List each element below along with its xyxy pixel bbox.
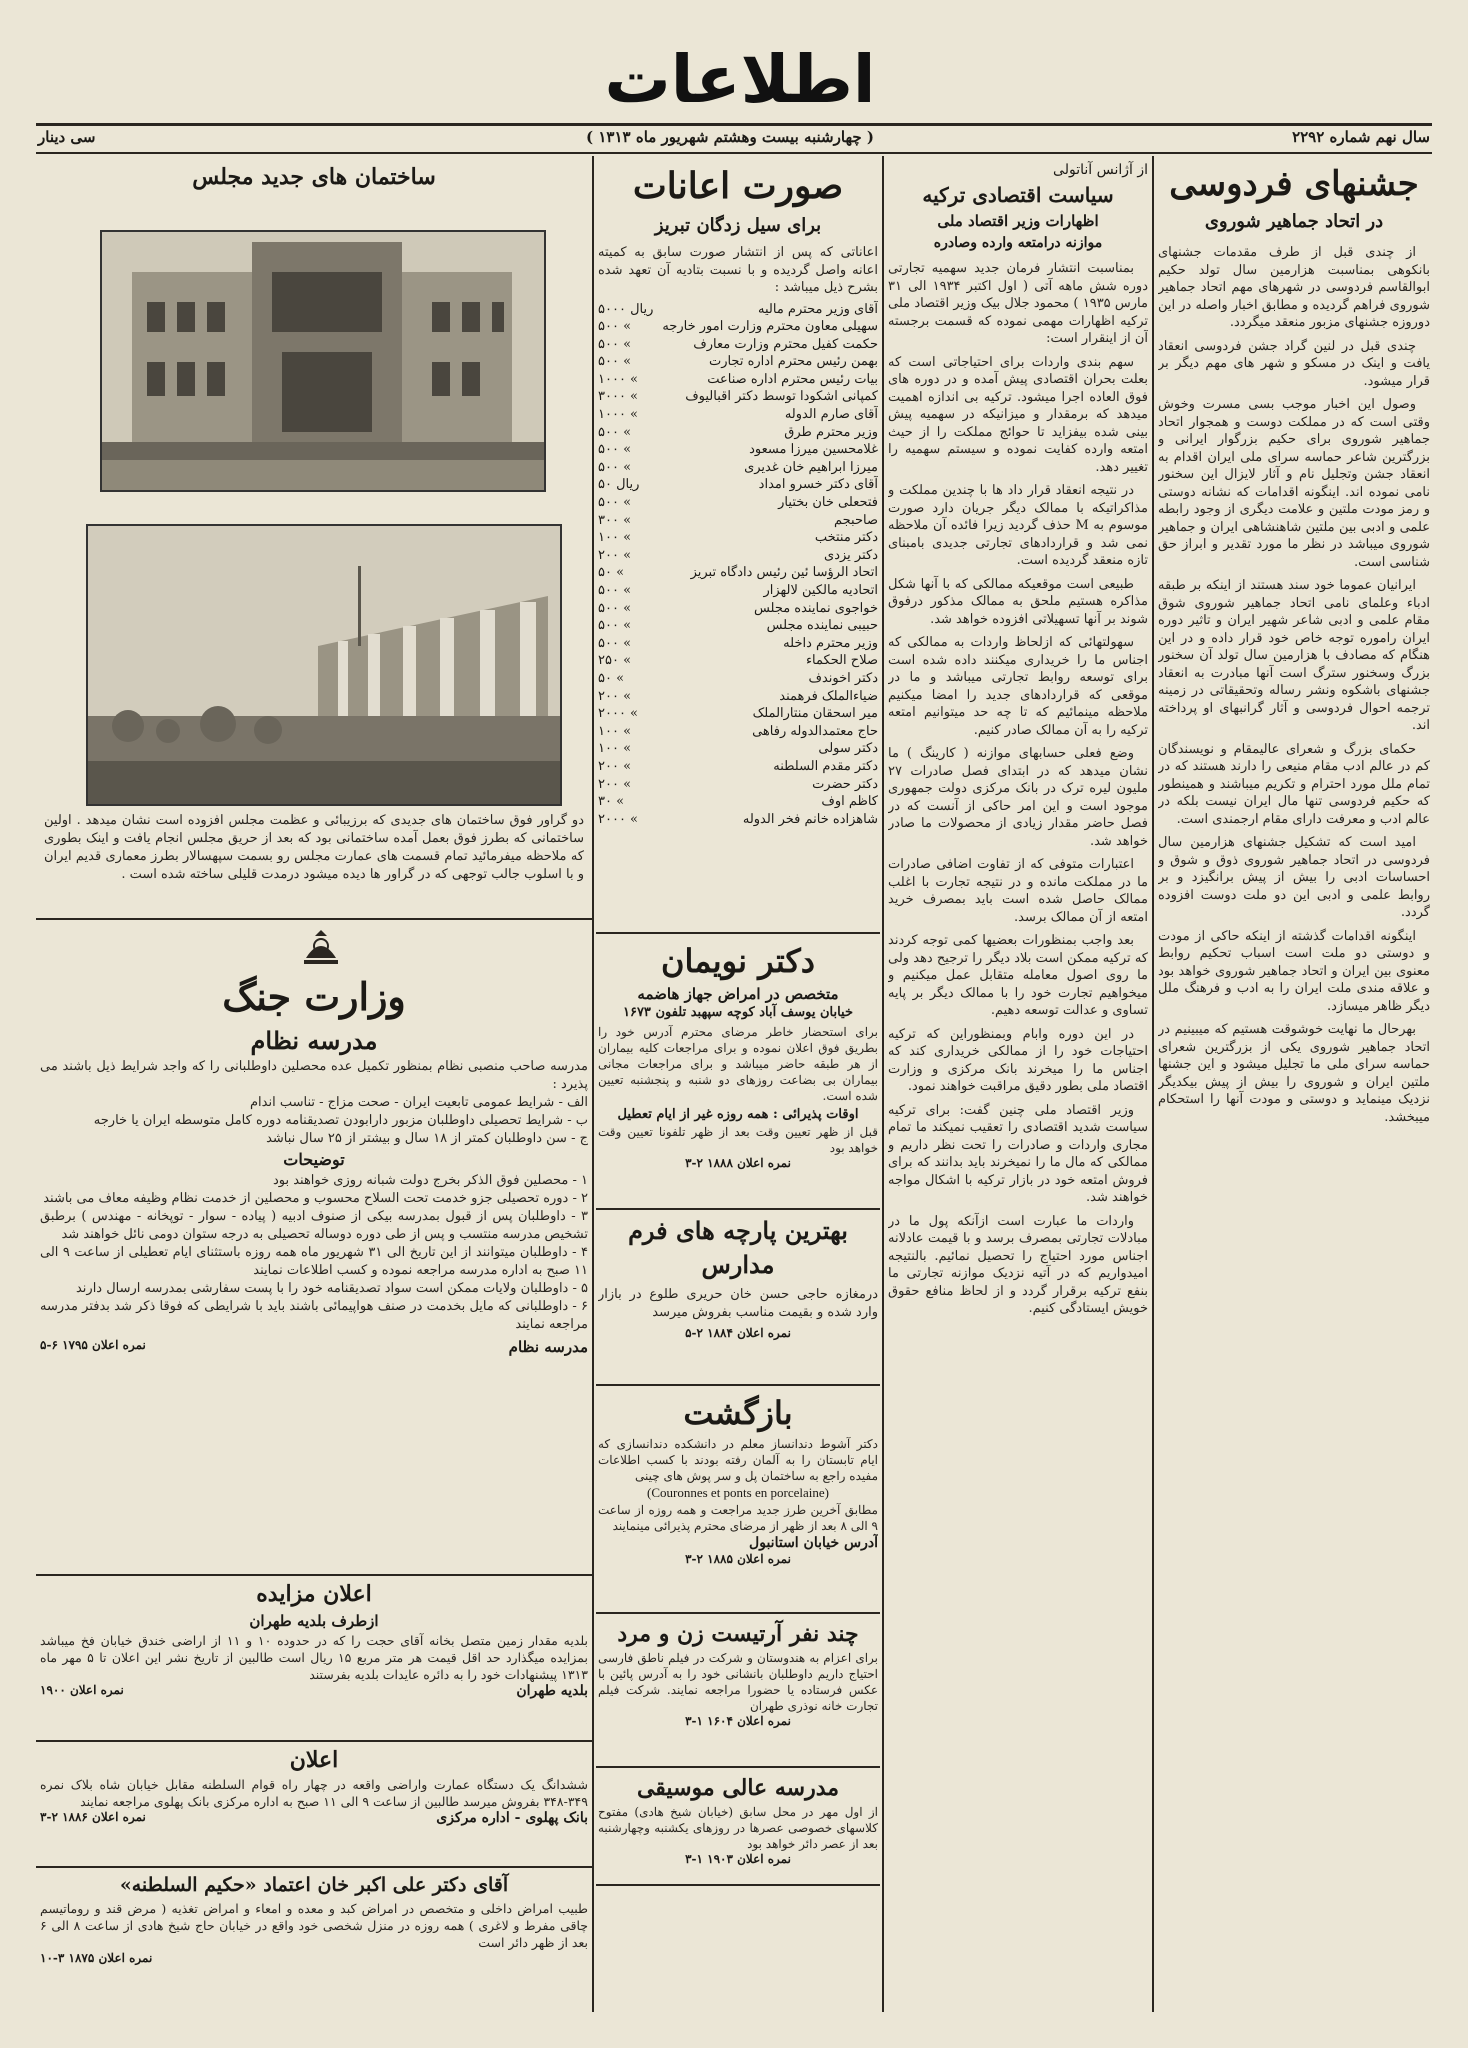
donation-row	[598, 353, 878, 371]
donation-amount: ۵۰۰ «	[598, 442, 632, 458]
rule-after-war	[36, 1574, 592, 1576]
rule-after-fabric	[596, 1384, 880, 1386]
donation-row	[598, 512, 878, 530]
artists-title: چند نفر آرتیست زن و مرد	[617, 1621, 859, 1647]
donation-amount: ۲۰۰۰ «	[598, 811, 639, 827]
masthead-rule-bottom	[36, 152, 1432, 154]
donation-amount: ۵۰۰ «	[598, 495, 632, 511]
turkey-paragraph: سهولتهائی که ازلحاظ واردات به ممالکی که اجناس ما را خریداری میکنند داده شده است برای توسعه روابط تجارتی میباشد و ما در موقعی که قراردادهای جدید را امضا میکنیم ملاحظه مینمائیم که تا چه حد میتوانیم امتعه ترکیه را به آن ممالک صادر کنیم.	[888, 635, 1148, 738]
donation-amount: ۲۰۰ «	[598, 776, 632, 792]
rule-after-auction	[36, 1740, 592, 1742]
neyman-body: برای استحضار خاطر مرضای محترم آدرس خود را بطریق فوق اعلان نموده و برای مراجعات کلیه بیماران از هر طبقه حاضر میباشد و برای مراجعات مجانی بیماران بی بضاعت روزهای دو شنبه و پنجشنبه تعیین شده است.	[598, 1025, 878, 1103]
donor-name: فتحعلی خان بختیار	[778, 495, 878, 511]
donation-amount: ۵۰۰ «	[598, 459, 632, 475]
music-body: از اول مهر در محل سابق (خیابان شیخ هادی) مفتوح کلاسهای خصوصی عصرها در روزهای یکشنبه وچهارشنبه بعد از عصر دائر خواهد بود	[598, 1805, 878, 1851]
issue-price: سی دینار	[38, 128, 96, 146]
war-note: ۴ - داوطلبان میتوانند از این تاریخ الی ۳۱ شهریور ماه همه روزه باستثنای ایام تعطیلی از ساعت ۹ الی ۱۱ صبح به اداره مدرسه مراجعه نموده و کسب اطلاعات نمایند	[40, 1245, 588, 1278]
donation-row	[598, 318, 878, 336]
donor-name: دکتر حضرت	[812, 776, 878, 792]
return-body-2: مطابق آخرین طرز جدید مراجعت و همه روزه از ساعت ۹ الی ۸ بعد از ظهر از مرضای محترم پذیرائی مینمایند	[598, 1503, 878, 1533]
sale-notice	[40, 1744, 588, 1864]
return-latin: (Couronnes et ponts en porcelaine)	[647, 1485, 829, 1500]
war-condition: ج - سن داوطلبان کمتر از ۱۸ سال و بیشتر از ۲۵ سال نباشد	[266, 1131, 588, 1146]
ferdowsi-paragraph: چندی قبل در لنین گراد جشن فردوسی انعقاد یافت و اینک در مسکو و شهر های مهم دیگر بر قرار میشود.	[1158, 338, 1430, 389]
rule-after-donations	[596, 932, 880, 934]
article-ferdowsi	[1158, 160, 1430, 2010]
donation-amount: ۵۰۰ «	[598, 336, 632, 352]
neyman-hours: قبل از ظهر تعیین وقت بعد از ظهر تلفونا تعیین وقت خواهد بود	[598, 1125, 878, 1155]
donation-row	[598, 494, 878, 512]
donation-amount: ۱۰۰ «	[598, 530, 632, 546]
return-body: دکتر آشوط دندانساز معلم در دانشکده دندانسازی که ایام تابستان را به آلمان رفته بودند با کسب اطلاعات مفیده راجع به ساختمان پل و سر پوش های چینی	[598, 1437, 878, 1483]
fabric-title: بهترین پارچه های فرم مدارس	[628, 1216, 848, 1279]
donation-row	[598, 723, 878, 741]
ferdowsi-paragraph: امید است که تشکیل جشنهای هزارمین سال فردوسی در اتحاد جماهیر شوروی ذوق و شوق و احساسات ادبی را بیش از پیش برانگیزد و بر روابط علمی و ادبی این دو ملت دوست افزوده گردد.	[1158, 835, 1430, 920]
sale-signature: بانک پهلوی - اداره مرکزی	[436, 1810, 588, 1826]
ad-music	[598, 1772, 878, 1882]
sale-notice-number: نمره اعلان ۱۸۸۶ ۲-۳	[40, 1810, 146, 1824]
donation-amount: ۱۰۰ «	[598, 741, 632, 757]
doctor-hakim-ad	[40, 1870, 588, 2010]
turkey-paragraph: سهم بندی واردات برای احتیاجاتی است که بعلت بحران اقتصادی پیش آمده و در دوره های فوق العاده اجرا میشود. ترکیه بی اندازه اهمیت میدهد که برمقدار و میزانیکه در سهمیه پیش بینی شده بیفزاید تا حوائج مملکت را از حیث امتعه وارده کفایت نموده و سیستم سهمیه را تغییر دهد.	[888, 354, 1148, 475]
war-note: ۵ - داوطلبان ولایات ممکن است سواد تصدیقنامه خود را با پست سفارشی بمدرسه ارسال دارند	[75, 1281, 588, 1296]
war-note: ۲ - دوره تحصیلی جزو خدمت تحت السلاح محسوب و محصلین از خدمت نظام وظیفه معاف می باشند	[43, 1191, 588, 1206]
donations-intro: اعاناتی که پس از انتشار صورت سابق به کمیته اعانه واصل گردیده و با نسبت بتادیه آن تعهد شده بشرح ذیل میباشد :	[598, 245, 878, 295]
donation-amount: ۵۰۰ «	[598, 424, 632, 440]
auction-title: اعلان مزایده	[256, 1581, 372, 1607]
donation-amount: ۱۰۰۰ «	[598, 407, 639, 423]
ferdowsi-paragraph: بهرحال ما نهایت خوشوقت هستیم که میبینیم در اتحاد جماهیر شوروی یکی از بزرگترین شعرای حماسه سرای ملی ما تجلیل میشود و این جشنها ملتین ایران و شوروی را بیش از پیش بیکدیگر نزدیک مینماید و دوستی و مودت آنها را استحکام میبخشد.	[1158, 1022, 1430, 1125]
turkey-paragraph: واردات ما عبارت است ازآنکه پول ما در مبادلات تجارتی بمصرف برسد و با قیمت عادلانه اجناس مورد احتیاج را تحصیل نمائیم. بالنتیجه امیدواریم که در آتیه نزدیک موازنه تجارتی ما بنفع ترکیه برقرار گردد و از لحاظ منافع حقوق خویش ایستادگی کنیم.	[888, 1213, 1148, 1316]
ad-neyman	[598, 938, 878, 1206]
ferdowsi-paragraph: حکمای بزرگ و شعرای عالیمقام و نویسندگان کم در عالم ادب مقام منیعی را دارند هستند که در تمام ملل مورد احترام و تکریم میباشند و همینطور که حکیم فردوسی تنها مال ایران نیست بلکه در عالم ادب و معرفت دارای مقام ارجمندی است.	[1158, 741, 1430, 827]
donation-row	[598, 617, 878, 635]
donation-amount: ۵۰۰ «	[598, 354, 632, 370]
donation-row	[598, 529, 878, 547]
turkey-paragraph: بمناسبت انتشار فرمان جدید سهمیه تجارتی دوره شش ماهه آتی ( اول اکتبر ۱۹۳۴ الی ۳۱ مارس ۱۹۳۵ ) محمود جلال بیک وزیر اقتصاد ملی ترکیه اظهارات مهمی نموده که قسمت برجسته آن از اینقرار است:	[888, 261, 1148, 346]
donation-amount: ۲۰۰ «	[598, 758, 632, 774]
donor-name: میرزا ابراهیم خان غدیری	[744, 459, 878, 475]
donation-row	[598, 793, 878, 811]
turkey-body	[888, 260, 1148, 1318]
donation-row	[598, 459, 878, 477]
donation-row	[598, 301, 878, 319]
column-rule-1	[1152, 156, 1154, 2012]
donor-name: آقای دکتر خسرو امداد	[758, 477, 878, 493]
donation-row	[598, 670, 878, 688]
artists-notice: نمره اعلان ۱۶۰۴ ۱-۳	[685, 1714, 791, 1728]
donor-name: سهیلی معاون محترم وزارت امور خارجه	[662, 319, 878, 335]
donor-name: دکتر منتخب	[814, 530, 878, 546]
donation-amount: ۳۰۰۰ «	[598, 389, 639, 405]
donor-name: دکتر مقدم السلطنه	[773, 758, 878, 774]
column-rule-2	[882, 156, 884, 2012]
rule-after-sale	[36, 1866, 592, 1868]
donor-name: حکمت کفیل محترم وزارت معارف	[693, 336, 878, 352]
auction-body: بلدیه مقدار زمین متصل بخانه آقای حجت را که در حدوده ۱۰ و ۱۱ از اراضی خندق خیابان فخ میباشد بمزایده میگذارد حد اقل قیمت هر متر مربع ۱۵ ریال است طالبین از تاریخ نشر این اعلان تا ۵ مهر ماه ۱۳۱۳ پیشنهادات خود را به دائره عایدات بلدیه بفرستند	[40, 1633, 588, 1682]
donation-row	[598, 776, 878, 794]
masthead-title: اطلاعات	[604, 41, 876, 118]
turkey-sub1: اظهارات وزیر اقتصاد ملی	[937, 212, 1099, 230]
donation-amount: ۲۵۰ «	[598, 653, 632, 669]
hakim-notice: نمره اعلان ۱۸۷۵ ۳-۱۰	[40, 1951, 153, 1965]
majlis-photo-2	[86, 524, 562, 806]
return-notice: نمره اعلان ۱۸۸۵ ۲-۳	[685, 1552, 791, 1566]
donation-row	[598, 635, 878, 653]
neyman-title: دکتر نویمان	[660, 942, 816, 980]
donor-name: وزیر محترم طرق	[784, 424, 878, 440]
turkey-paragraph: اعتبارات متوفی که از تفاوت اضافی صادرات ما در مملکت مانده و در نتیجه تجارت با اغلب ممالک حاصل شده است باید بمصرف خرید امتعه از آن ممالک برسد.	[888, 857, 1148, 925]
rule-after-music	[596, 1884, 880, 1886]
war-intro: مدرسه صاحب منصبی نظام بمنظور تکمیل عده محصلین داوطلبانی را که واجد شرایط ذیل باشند می پذیرد :	[40, 1059, 588, 1092]
donor-name: آقای صارم الدوله	[784, 407, 878, 423]
hakim-title: آقای دکتر علی اکبر خان اعتماد «حکیم السلطنه»	[119, 1874, 509, 1896]
donation-amount: ۵۰۰ «	[598, 600, 632, 616]
auction-signature: بلدیه طهران	[516, 1683, 588, 1699]
ferdowsi-paragraph: وصول این اخبار موجب بسی مسرت وخوش وقتی است که در مملکت دوست و همجوار اتحاد جماهیر شوروی برای حکیم بزرگوار ایرانی و بزرگترین شاعر حماسه سرای ملی ایران اقدام به انعقاد جشن وتجلیل نام و آثار لایزال این سخنور نامی نموده اند. اینگونه اقدامات که نشانه دوستی و رمز مودت ملتین و علامت دیگری از وجود رابطه علمی و ادبی بین ملتین شاهنشاهی ایران و جماهیر شوروی میباشد در نظر ما مورد تقدیر و ابراز حق شناسی است.	[1158, 397, 1430, 570]
donor-name: بیات رئیس محترم اداره صناعت	[707, 371, 878, 387]
war-condition: ب - شرایط تحصیلی داوطلبان مزبور دارابودن تصدیقنامه دوره کامل متوسطه ایران یا خارجه	[93, 1113, 588, 1128]
issue-number: سال نهم شماره ۲۲۹۲	[1292, 128, 1430, 146]
ferdowsi-paragraph: از چندی قبل از طرف مقدمات جشنهای بانکوهی بمناسبت هزارمین سال تولد حکیم ابوالقاسم فردوسی در شهرهای مهم اتحاد جماهیر شوروی فراهم گردیده و مطابق اخبار واصله در این دوروزه جشنهای مزبور منعقد میگردد.	[1158, 245, 1430, 330]
donation-row	[598, 336, 878, 354]
fabric-notice: نمره اعلان ۱۸۸۴ ۲-۵	[685, 1326, 791, 1340]
donor-name: دکتر اخوندف	[808, 670, 878, 686]
turkey-continuation	[598, 1890, 878, 2008]
donation-amount: ۵۰۰۰ ریال	[598, 301, 654, 317]
ferdowsi-subtitle: در اتحاد جماهیر شوروی	[1204, 211, 1384, 232]
auction-sub: ازطرف بلدیه طهران	[249, 1612, 379, 1630]
donation-row	[598, 758, 878, 776]
donations-subtitle: برای سیل زدگان تبریز	[654, 215, 822, 236]
donation-row	[598, 547, 878, 565]
donor-name: خواجوی نماینده مجلس	[753, 600, 878, 616]
sale-title: اعلان	[289, 1747, 339, 1773]
donation-amount: ۵۰۰ «	[598, 583, 632, 598]
sale-body: ششدانگ یک دستگاه عمارت واراضی واقعه در چهار راه قوام السلطنه مقابل خیابان شاه بلاک نمره ۳۴۹-۳۴۸ بفروش میرسد طالبین از ساعت ۹ الی ۱۱ صبح به اداره مرکزی بانک پهلوی مراجعه نمایند	[40, 1777, 588, 1809]
ad-artists	[598, 1618, 878, 1764]
turkey-paragraph: طبیعی است موقعیکه ممالکی که با آنها شکل مذاکره هستیم ملحق به ممالک مذکور درفوق شوند بر آنها تسهیلاتی افزوده خواهد شد.	[888, 576, 1148, 627]
music-title: مدرسه عالی موسیقی	[636, 1775, 840, 1801]
turkey-paragraph: در نتیجه انعقاد قرار داد ها با چندین مملکت و مذاکراتیکه با ممالک دیگر جریان دارد صورت موسوم به M حذف گردید زیرا فائده آن ملاحظه نمی شد و قراردادهای تجارتی جدیدی بامبنای تازه منعقد گردیده است.	[888, 483, 1148, 568]
donation-row	[598, 424, 878, 442]
donations-section	[598, 160, 878, 930]
music-notice: نمره اعلان ۱۹۰۳ ۱-۳	[685, 1852, 791, 1866]
majlis-photo-1	[100, 230, 546, 492]
turkey-paragraph: وضع فعلی حسابهای موازنه ( کارینگ ) ما نشان میدهد که در ابتدای فصل صادرات ۲۷ ملیون لیره ترک در بانک مرکزی دولت جمهوری موجود است و این امر حاکی از آنست که در فصل حاضر مقدار زیادی از محصولات ما صادر خواهد شد.	[888, 746, 1148, 849]
donation-row	[598, 740, 878, 758]
ad-fabric	[598, 1214, 878, 1382]
turkey-sub2: موازنه درامتعه وارده وصادره	[933, 235, 1103, 251]
donor-name: دکتر سولی	[818, 741, 878, 757]
war-title: وزارت جنگ	[222, 974, 406, 1019]
return-address: آدرس خیابان استانبول	[749, 1535, 878, 1551]
ferdowsi-title: جشنهای فردوسی	[1169, 164, 1419, 204]
donor-name: میر اسحقان منتارالملک	[752, 706, 878, 722]
hakim-body: طبیب امراض داخلی و متخصص در امراض کبد و معده و امعاء و امراض تغذیه ( مرض قند و روماتیسم چاقی مفرط و لاغری ) همه روزه در منزل شخصی خود واقع در خیابان حاج شیخ هادی از ساعت ۸ الی ۶ بعد از ظهر دائر است	[40, 1901, 588, 1950]
donation-row	[598, 600, 878, 618]
donation-row	[598, 582, 878, 600]
donation-amount: ۳۰ «	[598, 794, 625, 810]
donor-name: کاظم اوف	[821, 794, 878, 810]
war-note: ۱ - محصلین فوق الذکر بخرج دولت شبانه روزی خواهند بود	[272, 1173, 588, 1188]
donor-name: بهمن رئیس محترم اداره تجارت	[708, 354, 878, 370]
donation-amount: ۵۰۰ «	[598, 319, 632, 335]
rule-after-return	[596, 1612, 880, 1614]
war-notes-title: توضیحات	[283, 1150, 345, 1169]
neyman-sub: متخصص در امراض جهاز هاضمه	[637, 985, 839, 1003]
donation-amount: ۲۰۰۰ «	[598, 706, 639, 722]
war-condition: الف - شرایط عمومی تابعیت ایران - صحت مزاج - تناسب اندام	[249, 1095, 588, 1110]
turkey-paragraph: در این دوره وابام وبمنظوراین که ترکیه احتیاجات خود را از ممالکی خریداری کند که اجناس ما را میخرند بانک مرکزی و وزارت اقتصاد ملی بطور دقیق مراقبت خواهند نمود.	[888, 1026, 1148, 1094]
donor-name: حبیبی نماینده مجلس	[766, 618, 878, 634]
war-signature: مدرسه نظام	[508, 1338, 588, 1356]
turkey-paragraph: وزیر اقتصاد ملی چنین گفت: برای ترکیه سیاست شدید اقتصادی را تعقیب نمیکند ما تمام مجاری واردات و صادرات را تحت نظر داریم و ممالکی که مال ما را نمیخرند باید بدانند که برای فروش امتعه خود در بازار ترکیه با اشکال مواجه خواهند شد.	[888, 1102, 1148, 1205]
donation-amount: ۱۰۰۰ «	[598, 371, 639, 387]
donor-name: کمپانی اشکودا توسط دکتر اقبالیوف	[685, 389, 878, 405]
ferdowsi-paragraph: ایرانیان عموما خود سند هستند از اینکه بر طبقه ادباء وعلمای نامی اتحاد جماهیر شوروی شوق مقام علمی و ادبی شاعر شهیر ایران و تاثیر دوره ایران راموره توجه خاص خود قرار داده و در این هنگام که مصادف با هزارمین سال تولد آن سخنور بزرگ وسخنور سترگ است آنها مبادرت به انعقاد جشنهای باشکوه ونشر رساله وتحقیقاتی در زمینه ترجمه احوال فردوسی و آثار گرانبهای او پرداخته اند.	[1158, 578, 1430, 733]
rule-after-artists	[596, 1766, 880, 1768]
donation-row	[598, 371, 878, 389]
neyman-address: خیابان یوسف آباد کوچه سپهبد تلفون ۱۶۷۳	[622, 1005, 854, 1020]
war-ministry-ad	[40, 922, 588, 1572]
donation-row	[598, 811, 878, 829]
ferdowsi-paragraph: اینگونه اقدامات گذشته از اینکه حاکی از مودت و دوستی دو ملت است اسباب تحکیم روابط معنوی بین ایران و اتحاد جماهیر شوروی خواهد بود و علاقه مندی ملت ایران را به ادب و فرهنگ ملل دیگر ظاهر میسازد.	[1158, 928, 1430, 1014]
artists-body: برای اعزام به هندوستان و شرکت در فیلم ناطق فارسی احتیاج داریم داوطلبان بانشانی خود را به آدرس پائین با عکس فرستاده یا حضورا مراجعه نمایند. شرکت فیلم تجارت خانه نوذری طهران	[598, 1651, 878, 1713]
donor-name: دکتر یزدی	[824, 547, 878, 563]
donation-amount: ۱۰۰ «	[598, 723, 632, 739]
turkey-kicker: از آژانس آناتولی	[1053, 162, 1148, 178]
war-sub: مدرسه نظام	[250, 1026, 378, 1055]
neyman-notice: نمره اعلان ۱۸۸۸ ۲-۳	[685, 1156, 791, 1170]
donation-row	[598, 406, 878, 424]
majlis-title: ساختمان های جدید مجلس	[192, 164, 436, 190]
donor-name: صلاح الحکماء	[805, 653, 878, 669]
return-title: بازگشت	[683, 1394, 793, 1432]
turkey-paragraph: بعد واجب بمنظورات بعضیها کمی توجه کردند که ترکیه ممکن است بلاد دیگر را ترجیح دهد ولی ما روی اصول معامله متقابل عمل میکنیم و میخواهیم تجارت خود را با ممالک دیگر بر پایه تساوی و عدالت توسعه دهیم.	[888, 933, 1148, 1018]
war-note: ۶ - داوطلبانی که مایل بخدمت در صنف هواپیمائی باشند باید با شرایطی که فوقا ذکر شد بدفتر مدرسه مراجعه نمایند	[40, 1299, 588, 1332]
donor-name: وزیر محترم داخله	[783, 635, 878, 651]
fabric-body: درمغازه حاجی حسن خان حریری طلوع در بازار وارد شده و بقیمت مناسب بفروش میرسد	[598, 1287, 878, 1320]
masthead	[0, 0, 1468, 128]
majlis-building-image	[102, 232, 544, 490]
donor-name: اتحادیه مالکین لالهزار	[763, 583, 878, 598]
donation-amount: ۵۰ «	[598, 565, 625, 581]
war-notice: نمره اعلان ۱۷۹۵ ۶-۵	[40, 1338, 146, 1352]
donation-amount: ۵۰۰ «	[598, 618, 632, 634]
war-note: ۳ - داوطلبان پس از قبول بمدرسه بیکی از صنوف ادبیه ( پیاده - سوار - توپخانه - مهندس ) برطبق تشخیص مدرسه منتسب و پس از طی دوره دوساله تحصیلی به درجه ستوان دومی نائل خواهند شد	[40, 1209, 588, 1242]
majlis-caption: دو گراور فوق ساختمان های جدیدی که برزیبائی و عظمت مجلس افزوده است نشان میدهد . اولین ساختمانی که بطرز فوق بعمل آمده ساختمانی بود که بعد از حریق مجلس انجام یافت و اینک بطوری که ملاحظه میفرمائید تمام قسمت های عمارت مجلس رو بسمت سپهسالار بطرز معماری قدیم ایران و با اسلوب جالب توجهی که در گراور ها دیده میشود درمدت قلیلی ساخته شده است .	[44, 813, 584, 882]
donor-name: حاج معتمدالدوله رفاهی	[752, 723, 878, 739]
turkey-title: سیاست اقتصادی ترکیه	[922, 183, 1114, 207]
masthead-rule-top	[36, 123, 1432, 126]
donor-name: شاهزاده خانم فخر الدوله	[742, 811, 878, 827]
donation-row	[598, 441, 878, 459]
auction-ad	[40, 1578, 588, 1738]
donor-name: غلامحسین میرزا مسعود	[749, 442, 878, 458]
donations-list	[598, 301, 878, 829]
donation-row	[598, 388, 878, 406]
rule-after-majlis	[36, 918, 592, 920]
donation-row	[598, 564, 878, 582]
donation-row	[598, 476, 878, 494]
donation-row	[598, 705, 878, 723]
majlis-colonnade-image	[88, 526, 560, 804]
donation-row	[598, 652, 878, 670]
donation-amount: ۲۰۰ «	[598, 688, 632, 704]
donor-name: آقای وزیر محترم مالیه	[758, 301, 878, 317]
donor-name: صاحبجم	[833, 512, 878, 528]
donor-name: ضیاءالملک فرهمند	[779, 688, 878, 704]
lion-sun-emblem	[298, 928, 344, 970]
donation-amount: ۲۰۰ «	[598, 547, 632, 563]
donor-name: اتحاد الرؤسا ئین رئیس دادگاه تبریز	[690, 565, 878, 581]
auction-notice: نمره اعلان ۱۹۰۰	[40, 1683, 124, 1697]
donation-amount: ۵۰ «	[598, 670, 625, 686]
donation-amount: ۳۰۰ «	[598, 512, 632, 528]
donation-row	[598, 688, 878, 706]
issue-date: ( چهارشنبه بیست وهشتم شهریور ماه ۱۳۱۳ )	[586, 128, 874, 146]
donation-amount: ۵۰۰ «	[598, 635, 632, 651]
column-rule-3	[592, 156, 594, 2012]
donations-title: صورت اعانات	[632, 165, 844, 207]
rule-after-neyman	[596, 1208, 880, 1210]
article-turkey	[888, 160, 1148, 2010]
ferdowsi-body	[1158, 244, 1430, 1126]
donation-amount: ۵۰ ریال	[598, 477, 640, 493]
ad-return	[598, 1390, 878, 1610]
neyman-hours-title: اوقات پذیرائی : همه روزه غیر از ایام تعطیل	[617, 1107, 859, 1122]
